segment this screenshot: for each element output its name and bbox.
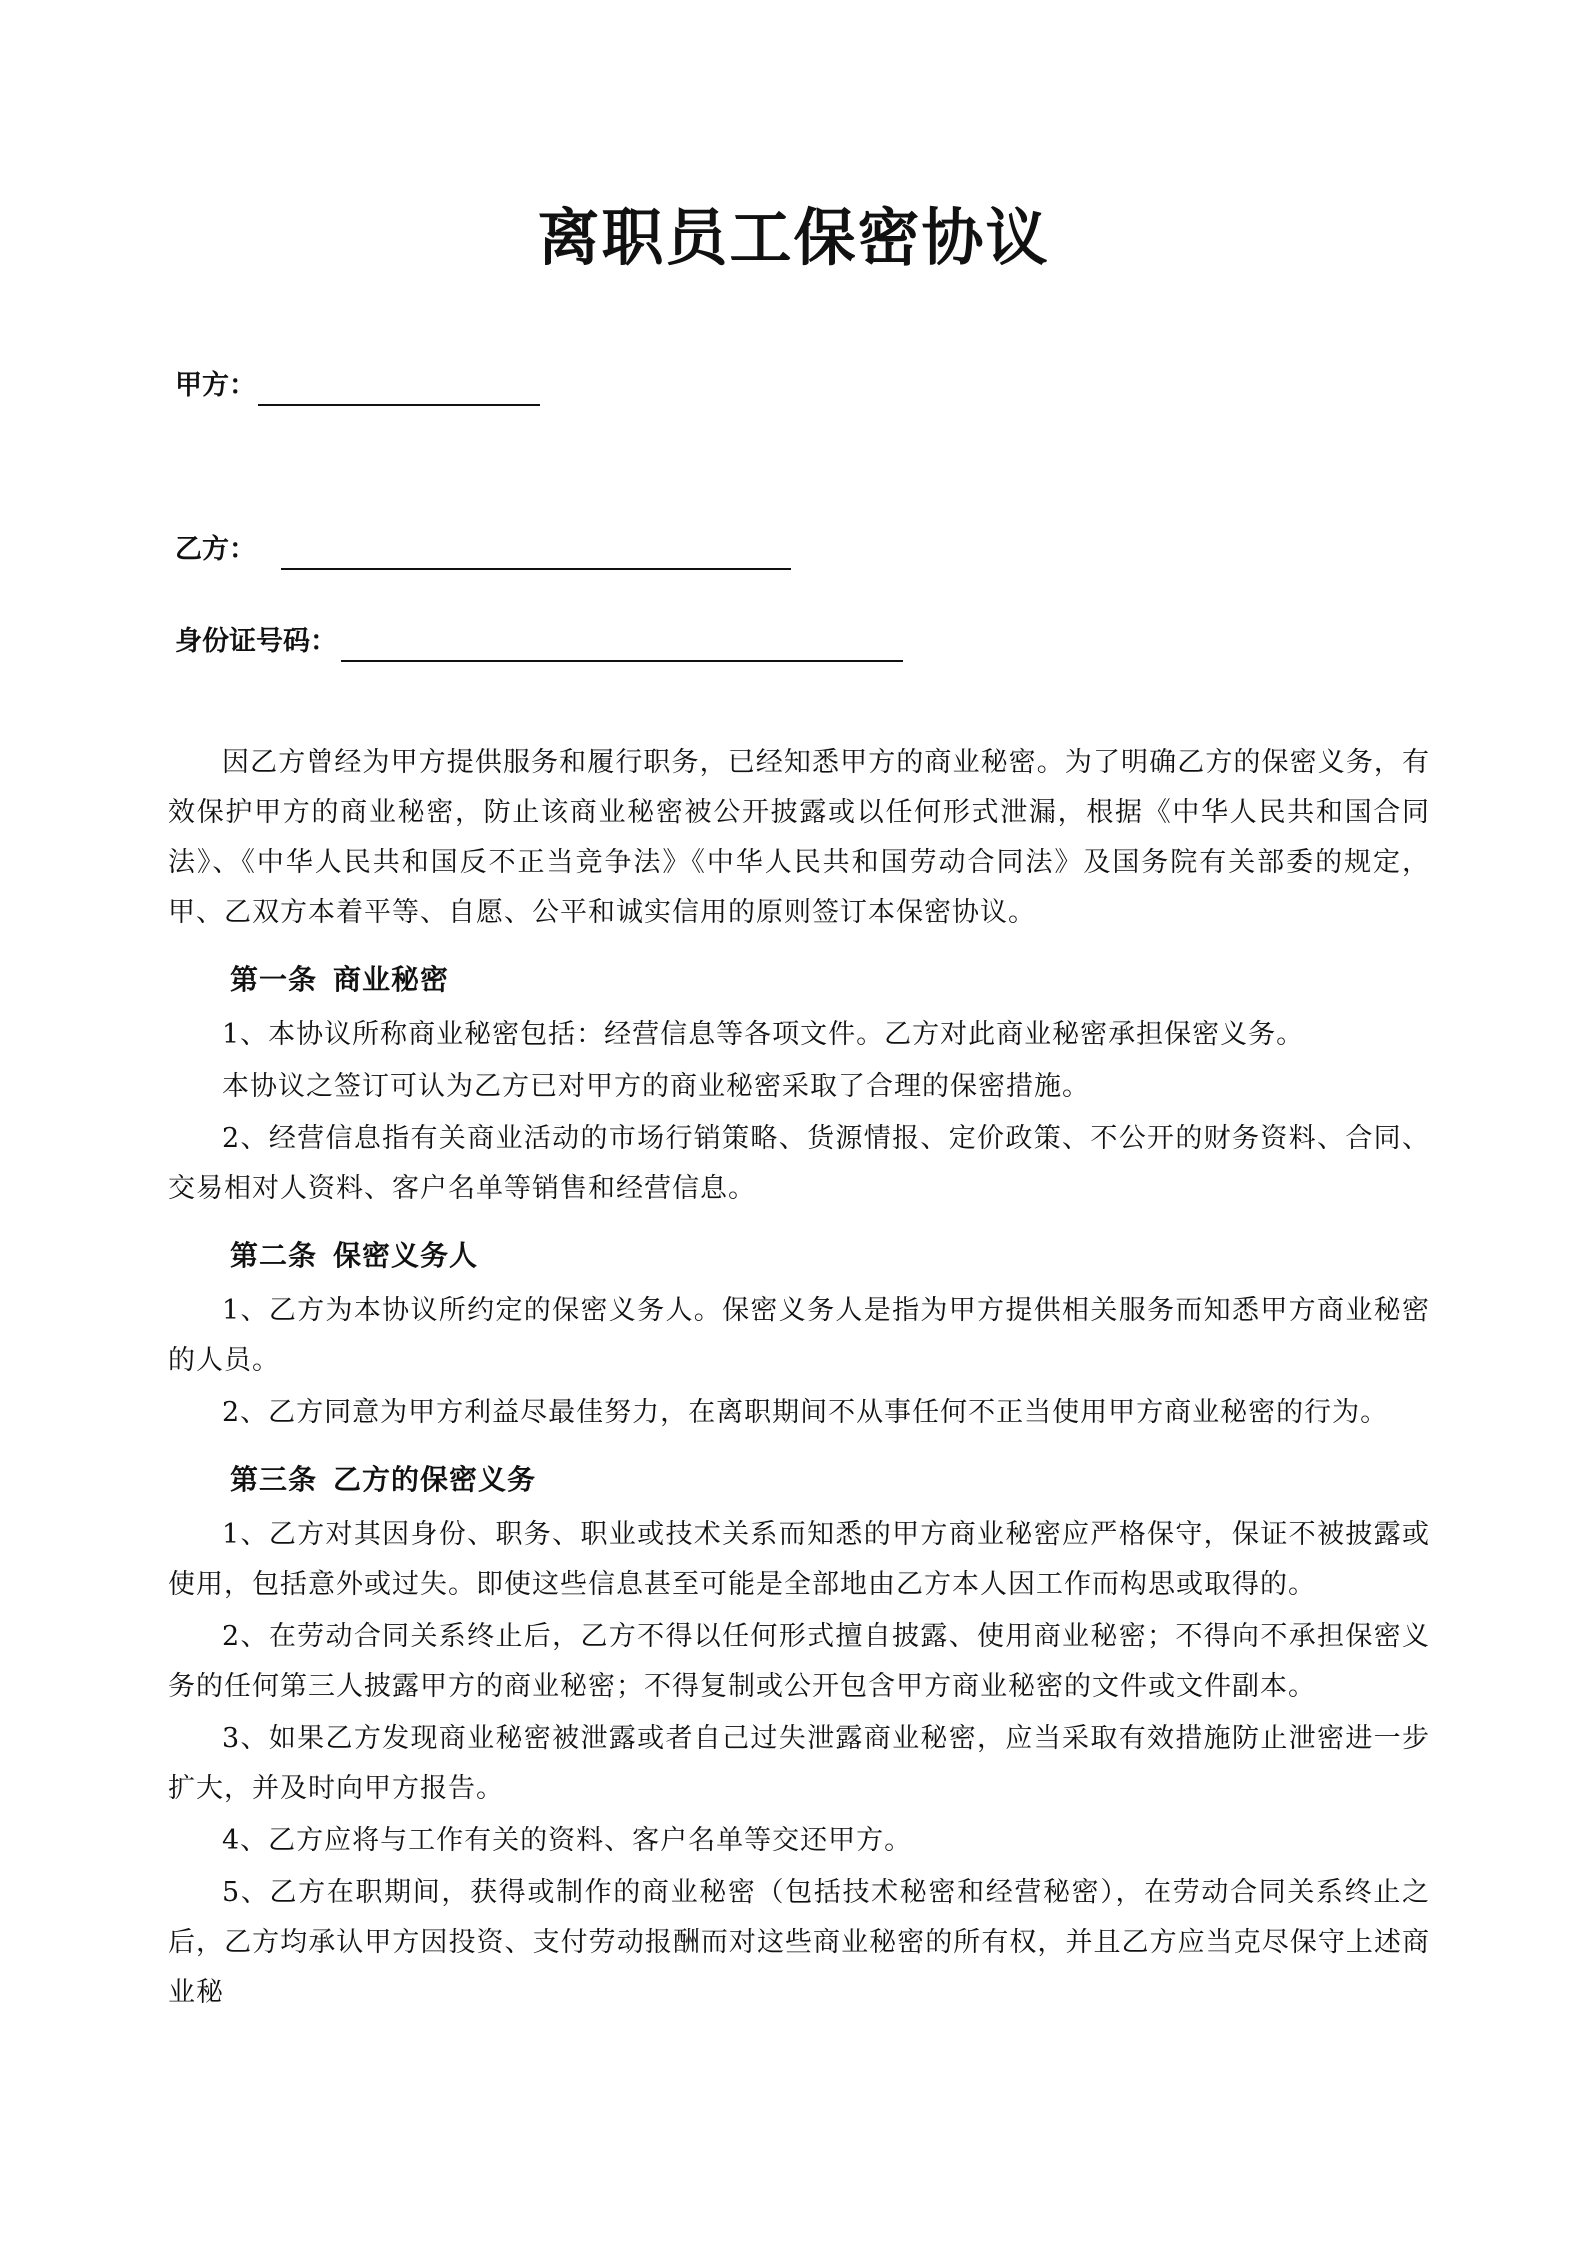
clause-paragraph: 1、本协议所称商业秘密包括：经营信息等各项文件。乙方对此商业秘密承担保密义务。 (222, 1019, 1305, 1050)
clause-paragraph: 2、乙方同意为甲方利益尽最佳努力，在离职期间不从事任何不正当使用甲方商业秘密的行为。 (222, 1397, 1389, 1428)
party-b-blank[interactable] (281, 538, 791, 570)
party-b-label: 乙方： (175, 534, 256, 565)
clause-paragraph: 3、如果乙方发现商业秘密被泄露或者自己过失泄露商业秘密，应当采取有效措施防止泄密进一步扩大，并及时向甲方报告。 (168, 1723, 1430, 1804)
id-number-blank[interactable] (341, 630, 903, 662)
party-a-blank[interactable] (258, 374, 540, 406)
section-number: 第一条 (230, 963, 318, 996)
section-2 (168, 1228, 1430, 1438)
clause-paragraph: 1、乙方为本协议所约定的保密义务人。保密义务人是指为甲方提供相关服务而知悉甲方商业秘密的人员。 (168, 1295, 1430, 1376)
section-number: 第三条 (230, 1463, 318, 1496)
party-a-field (175, 366, 540, 406)
section-title: 保密义务人 (333, 1239, 479, 1272)
agreement-body (168, 738, 1430, 2020)
clause-paragraph: 1、乙方对其因身份、职务、职业或技术关系而知悉的甲方商业秘密应严格保守，保证不被披露或使用，包括意外或过失。即使这些信息甚至可能是全部地由乙方本人因工作而构思或取得的。 (168, 1519, 1430, 1600)
section-1 (168, 952, 1430, 1214)
document-title: 离职员工保密协议 (537, 201, 1050, 274)
clause-paragraph: 2、在劳动合同关系终止后，乙方不得以任何形式擅自披露、使用商业秘密；不得向不承担保密义务的任何第三人披露甲方的商业秘密；不得复制或公开包含甲方商业秘密的文件或文件副本。 (168, 1621, 1430, 1702)
section-3 (168, 1452, 1430, 2018)
clause-paragraph: 本协议之签订可认为乙方已对甲方的商业秘密采取了合理的保密措施。 (222, 1071, 1090, 1102)
party-b-field (175, 530, 791, 570)
clause-paragraph: 4、乙方应将与工作有关的资料、客户名单等交还甲方。 (222, 1825, 913, 1856)
intro-paragraph: 因乙方曾经为甲方提供服务和履行职务，已经知悉甲方的商业秘密。为了明确乙方的保密义务，有效保护甲方的商业秘密，防止该商业秘密被公开披露或以任何形式泄漏，根据《中华人民共和国合同法》、《中华人民共和国反不正当竞争法》《中华人民共和国劳动合同法》及国务院有关部委的规定，甲、乙双方本着平等、自愿、公平和诚实信用的原则签订本保密协议。 (168, 747, 1430, 928)
section-title: 商业秘密 (333, 963, 450, 996)
id-number-field (175, 622, 903, 662)
id-number-label: 身份证号码： (175, 626, 337, 657)
section-heading (168, 1452, 1430, 1508)
section-title: 乙方的保密义务 (333, 1463, 537, 1496)
section-heading (168, 952, 1430, 1008)
clause-paragraph: 5、乙方在职期间，获得或制作的商业秘密（包括技术秘密和经营秘密），在劳动合同关系终止之后，乙方均承认甲方因投资、支付劳动报酬而对这些商业秘密的所有权，并且乙方应当克尽保守上述商业秘 (168, 1877, 1430, 2008)
clause-paragraph: 2、经营信息指有关商业活动的市场行销策略、货源情报、定价政策、不公开的财务资料、合同、交易相对人资料、客户名单等销售和经营信息。 (168, 1123, 1430, 1204)
party-a-label: 甲方： (175, 370, 256, 401)
section-number: 第二条 (230, 1239, 318, 1272)
section-heading (168, 1228, 1430, 1284)
